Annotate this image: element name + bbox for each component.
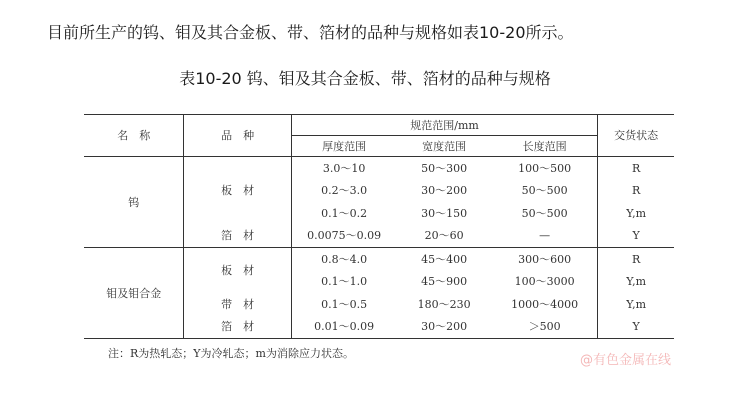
table-row [84, 248, 674, 271]
length-cell: ＞500 [528, 320, 561, 334]
thickness-cell: 0.2～3.0 [321, 184, 368, 198]
length-cell: 100～500 [518, 161, 572, 175]
thickness-cell: 0.8～4.0 [321, 252, 368, 266]
header-name: 名 称 [84, 115, 184, 157]
width-cell: 180～230 [417, 297, 471, 311]
delivery-cell: R [598, 180, 674, 203]
table-row [84, 157, 674, 180]
length-cell: 1000～4000 [511, 297, 579, 311]
delivery-cell: R [598, 248, 674, 271]
width-cell: 45～900 [421, 275, 468, 289]
length-cell: 100～3000 [514, 275, 575, 289]
thickness-cell: 3.0～10 [322, 161, 366, 175]
variety-cell: 箔 材 [184, 225, 291, 248]
width-cell: 30～200 [421, 184, 468, 198]
length-cell: 50～500 [521, 206, 568, 220]
header-delivery: 交货状态 [598, 115, 674, 157]
width-cell: 45～400 [421, 252, 468, 266]
width-cell: 50～300 [421, 161, 468, 175]
group-name-molybdenum: 钼及钼合金 [84, 248, 184, 339]
intro-paragraph: 目前所生产的钨、钼及其合金板、带、箔材的品种与规格如表10-20所示。 [47, 23, 574, 42]
thickness-cell: 0.1～1.0 [321, 275, 368, 289]
length-cell: — [492, 225, 598, 248]
thickness-cell: 0.01～0.09 [314, 320, 375, 334]
delivery-cell: Y,m [598, 293, 674, 316]
variety-cell: 板 材 [184, 248, 291, 294]
length-cell: 300～600 [518, 252, 572, 266]
table-note: 注：R为热轧态；Y为冷轧态；m为消除应力状态。 [108, 347, 354, 360]
group-name-tungsten: 钨 [84, 157, 184, 248]
length-cell: 50～500 [521, 184, 568, 198]
variety-cell: 板 材 [184, 157, 291, 225]
delivery-cell: Y,m [598, 202, 674, 225]
width-cell: 20～60 [396, 225, 491, 248]
variety-cell: 箔 材 [184, 316, 291, 339]
width-cell: 30～150 [421, 206, 468, 220]
thickness-cell: 0.1～0.2 [321, 206, 368, 220]
delivery-cell: Y [598, 316, 674, 339]
header-variety: 品 种 [184, 115, 291, 157]
thickness-cell: 0.1～0.5 [321, 297, 368, 311]
variety-cell: 带 材 [184, 293, 291, 316]
thickness-cell: 0.0075～0.09 [291, 225, 396, 248]
delivery-cell: Y,m [598, 271, 674, 294]
spec-table [84, 114, 674, 339]
header-thickness: 厚度范围 [291, 136, 396, 157]
header-spec: 规范范围/mm [291, 115, 597, 136]
watermark: @有色金属在线 [580, 353, 672, 368]
table-header-row [84, 115, 674, 136]
width-cell: 30～200 [421, 320, 468, 334]
header-length: 长度范围 [492, 136, 598, 157]
delivery-cell: R [598, 157, 674, 180]
delivery-cell: Y [598, 225, 674, 248]
table-caption: 表10-20 钨、钼及其合金板、带、箔材的品种与规格 [179, 69, 551, 88]
header-width: 宽度范围 [396, 136, 491, 157]
